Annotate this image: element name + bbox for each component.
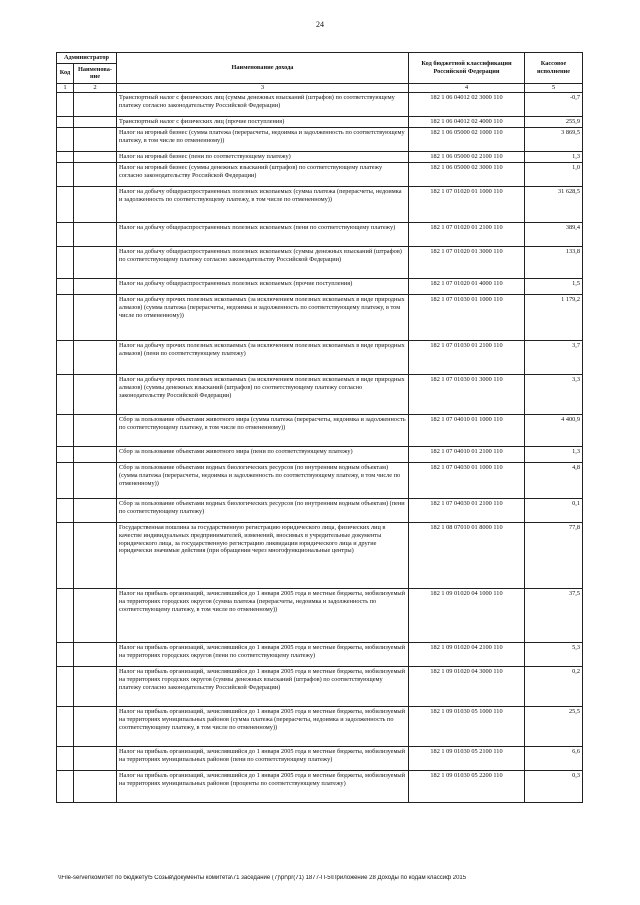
table-row bbox=[57, 446, 583, 462]
income-name-cell: Налог на игорный бизнес (пени по соответствующему платежу) bbox=[117, 151, 409, 162]
admin-name-cell bbox=[74, 498, 117, 522]
admin-name-cell bbox=[74, 162, 117, 186]
admin-code-cell bbox=[57, 117, 74, 128]
table-row bbox=[57, 498, 583, 522]
bcc-code-cell: 182 1 09 01030 05 1000 110 bbox=[409, 706, 525, 746]
header-administrator: Администратор bbox=[57, 53, 117, 64]
amount-cell: -0,7 bbox=[525, 93, 583, 117]
income-name-cell: Налог на прибыль организаций, зачислявшийся до 1 января 2005 года в местные бюджеты, мобилизуемый на территориях муниципальных районов (пени по соответствующему платежу) bbox=[117, 746, 409, 770]
admin-code-cell bbox=[57, 340, 74, 374]
admin-name-cell bbox=[74, 414, 117, 446]
table-row bbox=[57, 588, 583, 642]
column-number: 2 bbox=[74, 83, 117, 92]
header-code: Код bbox=[57, 63, 74, 83]
bcc-code-cell: 182 1 06 04012 02 4000 110 bbox=[409, 117, 525, 128]
bcc-code-cell: 182 1 07 01020 01 1000 110 bbox=[409, 186, 525, 222]
amount-cell: 0,3 bbox=[525, 770, 583, 802]
bcc-code-cell: 182 1 06 04012 02 3000 110 bbox=[409, 93, 525, 117]
amount-cell: 37,5 bbox=[525, 588, 583, 642]
table-row bbox=[57, 127, 583, 151]
admin-name-cell bbox=[74, 127, 117, 151]
admin-name-cell bbox=[74, 746, 117, 770]
bcc-code-cell: 182 1 07 04030 01 2100 110 bbox=[409, 498, 525, 522]
income-name-cell: Налог на добычу общераспространенных полезных ископаемых (прочие поступления) bbox=[117, 278, 409, 294]
admin-code-cell bbox=[57, 770, 74, 802]
admin-name-cell bbox=[74, 446, 117, 462]
bcc-code-cell: 182 1 07 01020 01 3000 110 bbox=[409, 246, 525, 278]
bcc-code-cell: 182 1 09 01020 04 3000 110 bbox=[409, 666, 525, 706]
income-name-cell: Налог на добычу прочих полезных ископаемых (за исключением полезных ископаемых в виде природных алмазов) (суммы денежных взысканий (штрафов) по соответствующему платежу согласно законодательству Российской Федерации) bbox=[117, 374, 409, 414]
income-name-cell: Транспортный налог с физических лиц (прочие поступления) bbox=[117, 117, 409, 128]
amount-cell: 0,2 bbox=[525, 666, 583, 706]
bcc-code-cell: 182 1 07 01030 01 1000 110 bbox=[409, 294, 525, 340]
bcc-code-cell: 182 1 07 04010 01 2100 110 bbox=[409, 446, 525, 462]
admin-code-cell bbox=[57, 374, 74, 414]
income-name-cell: Налог на добычу прочих полезных ископаемых (за исключением полезных ископаемых в виде природных алмазов) (сумма платежа (перерасчеты, недоимка и задолженность по соответствующему платежу, в том числе по отмененному)) bbox=[117, 294, 409, 340]
admin-name-cell bbox=[74, 93, 117, 117]
admin-code-cell bbox=[57, 498, 74, 522]
header-name-short: Наименова-ние bbox=[74, 63, 117, 83]
amount-cell: 389,4 bbox=[525, 222, 583, 246]
admin-code-cell bbox=[57, 522, 74, 588]
amount-cell: 77,8 bbox=[525, 522, 583, 588]
income-name-cell: Налог на добычу общераспространенных полезных ископаемых (суммы денежных взысканий (штрафов) по соответствующему платежу согласно законодательству Российской Федерации) bbox=[117, 246, 409, 278]
amount-cell: 3,7 bbox=[525, 340, 583, 374]
amount-cell: 255,9 bbox=[525, 117, 583, 128]
amount-cell: 6,6 bbox=[525, 746, 583, 770]
income-name-cell: Транспортный налог с физических лиц (суммы денежных взысканий (штрафов) по соответствующему платежу согласно законодательству Российской Федерации) bbox=[117, 93, 409, 117]
admin-name-cell bbox=[74, 340, 117, 374]
header-cash-execution: Кассовое исполнение bbox=[525, 53, 583, 84]
table-row bbox=[57, 151, 583, 162]
income-name-cell: Налог на прибыль организаций, зачислявшийся до 1 января 2005 года в местные бюджеты, мобилизуемый на территориях муниципальных районов (сумма платежа (перерасчеты, недоимка и задолженность по соответствующему платежу, в том числе по отмененному)) bbox=[117, 706, 409, 746]
admin-name-cell bbox=[74, 278, 117, 294]
table-row bbox=[57, 414, 583, 446]
admin-code-cell bbox=[57, 414, 74, 446]
bcc-code-cell: 182 1 09 01020 04 1000 110 bbox=[409, 588, 525, 642]
amount-cell: 1,3 bbox=[525, 446, 583, 462]
table-row bbox=[57, 278, 583, 294]
amount-cell: 1,0 bbox=[525, 162, 583, 186]
table-row bbox=[57, 522, 583, 588]
admin-name-cell bbox=[74, 374, 117, 414]
admin-name-cell bbox=[74, 588, 117, 642]
income-name-cell: Налог на прибыль организаций, зачислявшийся до 1 января 2005 года в местные бюджеты, мобилизуемый на территориях городских округов (пени по соответствующему платежу) bbox=[117, 642, 409, 666]
income-name-cell: Налог на прибыль организаций, зачислявшийся до 1 января 2005 года в местные бюджеты, мобилизуемый на территориях муниципальных районов (проценты по соответствующему платежу) bbox=[117, 770, 409, 802]
income-name-cell: Налог на добычу общераспространенных полезных ископаемых (сумма платежа (перерасчеты, недоимка и задолженность по соответствующему платежу, в том числе по отмененному)) bbox=[117, 186, 409, 222]
income-name-cell: Налог на игорный бизнес (сумма платежа (перерасчеты, недоимка и задолженность по соответствующему платежу, в том числе по отмененному)) bbox=[117, 127, 409, 151]
admin-code-cell bbox=[57, 706, 74, 746]
admin-name-cell bbox=[74, 222, 117, 246]
amount-cell: 25,5 bbox=[525, 706, 583, 746]
admin-code-cell bbox=[57, 588, 74, 642]
bcc-code-cell: 182 1 09 01030 05 2200 110 bbox=[409, 770, 525, 802]
admin-code-cell bbox=[57, 746, 74, 770]
bcc-code-cell: 182 1 09 01030 05 2100 110 bbox=[409, 746, 525, 770]
bcc-code-cell: 182 1 07 01030 01 3000 110 bbox=[409, 374, 525, 414]
admin-name-cell bbox=[74, 770, 117, 802]
table-row bbox=[57, 746, 583, 770]
admin-code-cell bbox=[57, 446, 74, 462]
amount-cell: 5,3 bbox=[525, 642, 583, 666]
amount-cell: 1,3 bbox=[525, 151, 583, 162]
admin-code-cell bbox=[57, 151, 74, 162]
bcc-code-cell: 182 1 06 05000 02 2100 110 bbox=[409, 151, 525, 162]
admin-name-cell bbox=[74, 642, 117, 666]
admin-code-cell bbox=[57, 93, 74, 117]
admin-code-cell bbox=[57, 162, 74, 186]
amount-cell: 133,8 bbox=[525, 246, 583, 278]
income-name-cell: Налог на игорный бизнес (суммы денежных взысканий (штрафов) по соответствующему платежу согласно законодательству Российской Федерации) bbox=[117, 162, 409, 186]
table-row bbox=[57, 770, 583, 802]
amount-cell: 3,3 bbox=[525, 374, 583, 414]
admin-code-cell bbox=[57, 127, 74, 151]
table-row bbox=[57, 642, 583, 666]
header-income-name: Наименование дохода bbox=[117, 53, 409, 84]
income-name-cell: Налог на добычу прочих полезных ископаемых (за исключением полезных ископаемых в виде природных алмазов) (пени по соответствующему платежу) bbox=[117, 340, 409, 374]
bcc-code-cell: 182 1 09 01020 04 2100 110 bbox=[409, 642, 525, 666]
bcc-code-cell: 182 1 06 05000 02 3000 110 bbox=[409, 162, 525, 186]
admin-name-cell bbox=[74, 666, 117, 706]
bcc-code-cell: 182 1 08 07010 01 8000 110 bbox=[409, 522, 525, 588]
income-name-cell: Налог на прибыль организаций, зачислявшийся до 1 января 2005 года в местные бюджеты, мобилизуемый на территориях городских округов (суммы денежных взысканий (штрафов) по соответствующему платежу согласно законодательству Российской Федерации) bbox=[117, 666, 409, 706]
table-row bbox=[57, 117, 583, 128]
table-row bbox=[57, 93, 583, 117]
table-row bbox=[57, 162, 583, 186]
income-name-cell: Сбор за пользование объектами животного мира (сумма платежа (перерасчеты, недоимка и задолженность по соответствующему платежу, в том числе по отмененному)) bbox=[117, 414, 409, 446]
bcc-code-cell: 182 1 06 05000 02 1000 110 bbox=[409, 127, 525, 151]
admin-name-cell bbox=[74, 522, 117, 588]
admin-name-cell bbox=[74, 294, 117, 340]
amount-cell: 3 869,5 bbox=[525, 127, 583, 151]
admin-code-cell bbox=[57, 462, 74, 498]
admin-name-cell bbox=[74, 462, 117, 498]
income-name-cell: Налог на добычу общераспространенных полезных ископаемых (пени по соответствующему платежу) bbox=[117, 222, 409, 246]
admin-name-cell bbox=[74, 706, 117, 746]
page-number: 24 bbox=[316, 20, 324, 29]
admin-code-cell bbox=[57, 186, 74, 222]
income-name-cell: Налог на прибыль организаций, зачислявшийся до 1 января 2005 года в местные бюджеты, мобилизуемый на территориях городских округов (сумма платежа (перерасчеты, недоимка и задолженность по соответствующему платежу, в том числе по отмененному)) bbox=[117, 588, 409, 642]
amount-cell: 4,8 bbox=[525, 462, 583, 498]
amount-cell: 4 400,9 bbox=[525, 414, 583, 446]
column-number: 4 bbox=[409, 83, 525, 92]
amount-cell: 1,5 bbox=[525, 278, 583, 294]
admin-name-cell bbox=[74, 117, 117, 128]
column-number: 1 bbox=[57, 83, 74, 92]
bcc-code-cell: 182 1 07 01020 01 2100 110 bbox=[409, 222, 525, 246]
bcc-code-cell: 182 1 07 01030 01 2100 110 bbox=[409, 340, 525, 374]
admin-name-cell bbox=[74, 151, 117, 162]
income-name-cell: Сбор за пользование объектами водных биологических ресурсов (по внутренним водным объектам) (сумма платежа (перерасчеты, недоимка и задолженность по соответствующему платежу, в том числе по отмененному)) bbox=[117, 462, 409, 498]
income-name-cell: Сбор за пользование объектами водных биологических ресурсов (по внутренним водным объектам) (пени по соответствующему платежу) bbox=[117, 498, 409, 522]
admin-code-cell bbox=[57, 278, 74, 294]
table-row bbox=[57, 374, 583, 414]
admin-code-cell bbox=[57, 666, 74, 706]
table-row bbox=[57, 246, 583, 278]
admin-code-cell bbox=[57, 642, 74, 666]
admin-code-cell bbox=[57, 246, 74, 278]
table-row bbox=[57, 294, 583, 340]
column-number: 3 bbox=[117, 83, 409, 92]
income-table bbox=[56, 52, 583, 803]
column-numbers-row bbox=[57, 83, 583, 92]
admin-name-cell bbox=[74, 186, 117, 222]
footer-file-path: \\File-server\комитет по бюджету\5 Созыв\документы комитета\71 заседание (7)\pr\pr(71) 1877-П-5\Приложение 28 Доходы по кодам классиф 2015 bbox=[58, 875, 467, 881]
table-row bbox=[57, 340, 583, 374]
table-row bbox=[57, 706, 583, 746]
income-name-cell: Государственная пошлина за государственную регистрацию юридического лица, физических лиц в качестве индивидуальных предпринимателей, изменений, вносимых в учредительные документы юридического лица, за государственную регистрацию ликвидации юридического лица и другие юридически значимые действия (при обращении через многофункциональные центры) bbox=[117, 522, 409, 588]
bcc-code-cell: 182 1 07 04010 01 1000 110 bbox=[409, 414, 525, 446]
table-row bbox=[57, 222, 583, 246]
income-name-cell: Сбор за пользование объектами животного мира (пени по соответствующему платежу) bbox=[117, 446, 409, 462]
admin-code-cell bbox=[57, 294, 74, 340]
admin-name-cell bbox=[74, 246, 117, 278]
table-row bbox=[57, 462, 583, 498]
amount-cell: 1 179,2 bbox=[525, 294, 583, 340]
table-row bbox=[57, 186, 583, 222]
bcc-code-cell: 182 1 07 01020 01 4000 110 bbox=[409, 278, 525, 294]
admin-code-cell bbox=[57, 222, 74, 246]
table-body bbox=[57, 93, 583, 803]
amount-cell: 31 628,5 bbox=[525, 186, 583, 222]
amount-cell: 0,1 bbox=[525, 498, 583, 522]
table-row bbox=[57, 666, 583, 706]
header-bcc: Код бюджетной классификации Российской Федерации bbox=[409, 53, 525, 84]
bcc-code-cell: 182 1 07 04030 01 1000 110 bbox=[409, 462, 525, 498]
column-number: 5 bbox=[525, 83, 583, 92]
